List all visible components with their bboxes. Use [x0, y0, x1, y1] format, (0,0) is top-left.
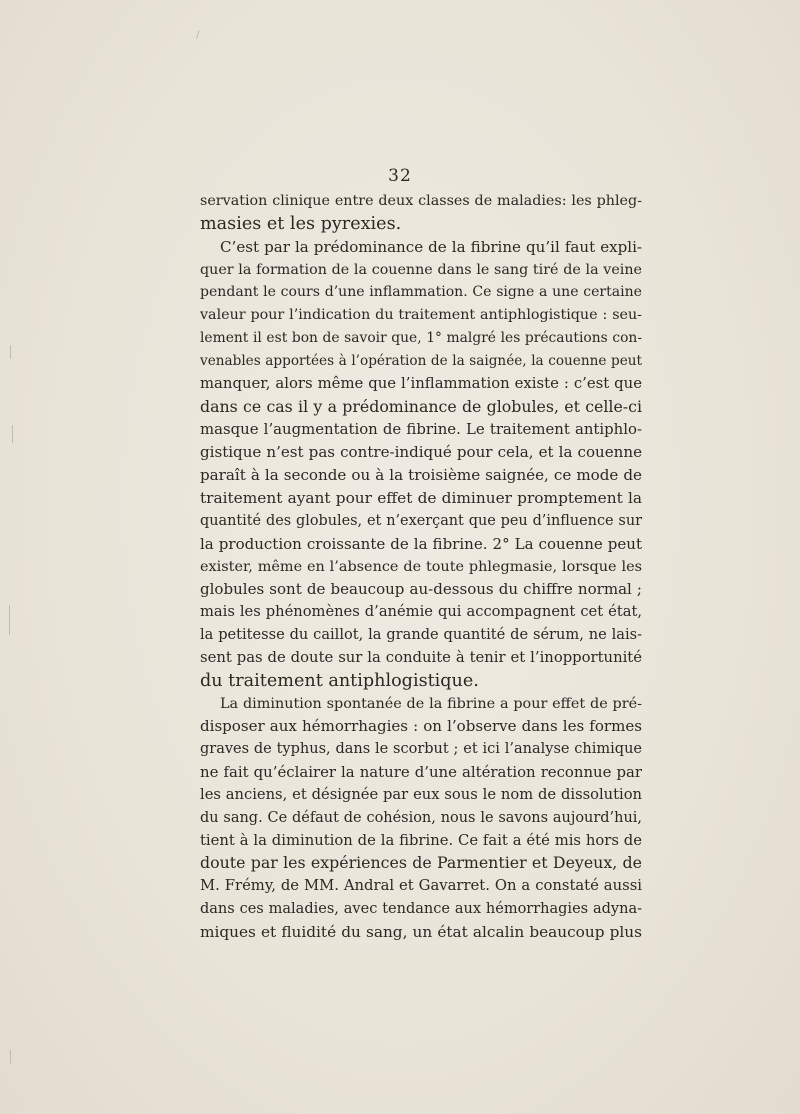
text-line: sent pas de doute sur la conduite à tenir et l’inopportunité	[200, 648, 642, 666]
margin-tick	[9, 605, 10, 635]
text-line: les anciens, et désignée par eux sous le nom de dissolution	[200, 785, 642, 803]
text-line: gistique n’est pas contre-indiqué pour cela, et la couenne	[200, 443, 642, 462]
text-line: pendant le cours d’une inflammation. Ce signe a une certaine	[200, 284, 642, 301]
text-line: La diminution spontanée de la fibrine a pour effet de pré-	[220, 695, 642, 712]
margin-tick	[10, 1050, 11, 1064]
text-line: doute par les expériences de Parmentier et Deyeux, de	[200, 853, 642, 873]
text-line: quantité des globules, et n’exerçant que peu d’influence sur	[200, 512, 642, 529]
margin-tick	[12, 425, 13, 443]
text-line: quer la formation de la couenne dans le sang tiré de la veine	[200, 261, 642, 278]
text-line: globules sont de beaucoup au-dessous du chiffre normal ;	[200, 580, 642, 599]
text-line: disposer aux hémorrhagies : on l’observe dans les formes	[200, 717, 642, 736]
text-line: exister, même en l’absence de toute phlegmasie, lorsque les	[200, 558, 642, 575]
text-line: ne fait qu’éclairer la nature d’une altération reconnue par	[200, 763, 642, 782]
text-line: dans ce cas il y a prédominance de globules, et celle-ci	[200, 396, 642, 416]
text-line: M. Frémy, de MM. Andral et Gavarret. On a constaté aussi	[200, 877, 642, 895]
text-line: venables apportées à l’opération de la saignée, la couenne peut	[200, 352, 642, 369]
text-line: C’est par la prédominance de la fibrine qu’il faut expli-	[220, 237, 642, 256]
text-line: du traitement antiphlogistique.	[200, 670, 479, 691]
text-line: du sang. Ce défaut de cohésion, nous le savons aujourd’hui,	[200, 809, 642, 826]
text-line: mais les phénomènes d’anémie qui accompagnent cet état,	[200, 603, 642, 621]
text-line: manquer, alors même que l’inflammation existe : c’est que	[200, 374, 642, 392]
text-line: la petitesse du caillot, la grande quantité de sérum, ne lais-	[200, 626, 642, 644]
margin-tick	[10, 345, 11, 359]
text-line: masies et les pyrexies.	[200, 213, 402, 234]
body-text	[200, 190, 642, 944]
text-line: tient à la diminution de la fibrine. Ce fait a été mis hors de	[200, 831, 642, 849]
text-line: masque l’augmentation de fibrine. Le traitement antiphlo-	[200, 420, 642, 439]
text-line: miques et fluidité du sang, un état alcalin beaucoup plus	[200, 923, 642, 941]
page-number: 32	[388, 166, 412, 186]
text-line: la production croissante de la fibrine. 2° La couenne peut	[200, 534, 642, 553]
text-line: dans ces maladies, avec tendance aux hémorrhagies adyna-	[200, 901, 642, 918]
text-line: lement il est bon de savoir que, 1° malgré les précautions con-	[200, 330, 642, 347]
text-line: valeur pour l’indication du traitement antiphlogistique : seu-	[200, 307, 642, 324]
text-line: paraît à la seconde ou à la troisième saignée, ce mode de	[200, 466, 642, 485]
margin-speck: /	[196, 30, 200, 41]
text-line: servation clinique entre deux classes de maladies: les phleg-	[200, 193, 642, 209]
text-line: graves de typhus, dans le scorbut ; et ici l’analyse chimique	[200, 741, 642, 758]
text-line: traitement ayant pour effet de diminuer promptement la	[200, 488, 642, 507]
